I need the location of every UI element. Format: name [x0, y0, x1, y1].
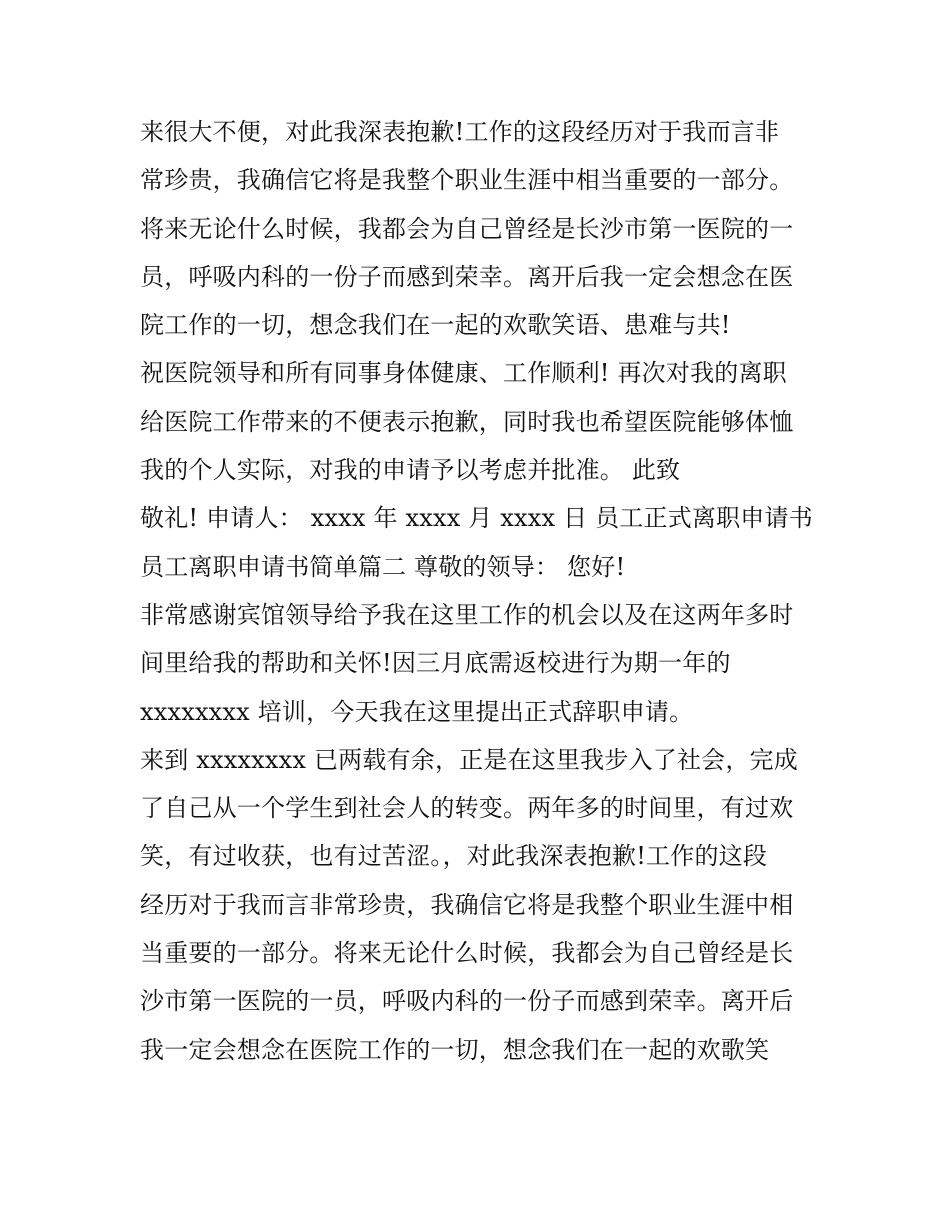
text-line: 员，呼吸内科的一份子而感到荣幸。离开后我一定会想念在医: [140, 262, 794, 291]
text-line: 敬礼! 申请人： xxxx 年 xxxx 月 xxxx 日 员工正式离职申请书: [140, 504, 813, 533]
text-line: 我一定会想念在医院工作的一切，想念我们在一起的欢歌笑: [140, 1035, 770, 1064]
text-line: 当重要的一部分。将来无论什么时候，我都会为自己曾经是长: [140, 939, 794, 968]
text-line: 了自己从一个学生到社会人的转变。两年多的时间里，有过欢: [140, 794, 794, 823]
text-line: 常珍贵，我确信它将是我整个职业生涯中相当重要的一部分。: [140, 166, 794, 195]
text-line: 我的个人实际，对我的申请予以考虑并批准。 此致: [140, 456, 681, 485]
text-line: 间里给我的帮助和关怀!因三月底需返校进行为期一年的: [140, 649, 731, 678]
text-line: 经历对于我而言非常珍贵，我确信它将是我整个职业生涯中相: [140, 890, 794, 919]
text-line: 非常感谢宾馆领导给予我在这里工作的机会以及在这两年多时: [140, 600, 794, 629]
text-line: 笑，有过收获，也有过苦涩。，对此我深表抱歉!工作的这段: [140, 842, 768, 871]
text-line: 祝医院领导和所有同事身体健康、工作顺利! 再次对我的离职: [140, 359, 787, 388]
text-line: 院工作的一切，想念我们在一起的欢歌笑语、患难与共!: [140, 311, 731, 340]
body-text: [140, 108, 830, 1074]
text-line: 来到 xxxxxxxx 已两载有余，正是在这里我步入了社会，完成: [140, 745, 798, 774]
text-line: xxxxxxxx 培训，今天我在这里提出正式辞职申请。: [140, 697, 694, 726]
text-line: 沙市第一医院的一员，呼吸内科的一份子而感到荣幸。离开后: [140, 987, 794, 1016]
text-line: 将来无论什么时候，我都会为自己曾经是长沙市第一医院的一: [140, 214, 794, 243]
text-line: 员工离职申请书简单篇二 尊敬的领导： 您好!: [140, 552, 626, 581]
text-line: 给医院工作带来的不便表示抱歉，同时我也希望医院能够体恤: [140, 407, 794, 436]
text-line: 来很大不便，对此我深表抱歉!工作的这段经历对于我而言非: [140, 118, 780, 146]
